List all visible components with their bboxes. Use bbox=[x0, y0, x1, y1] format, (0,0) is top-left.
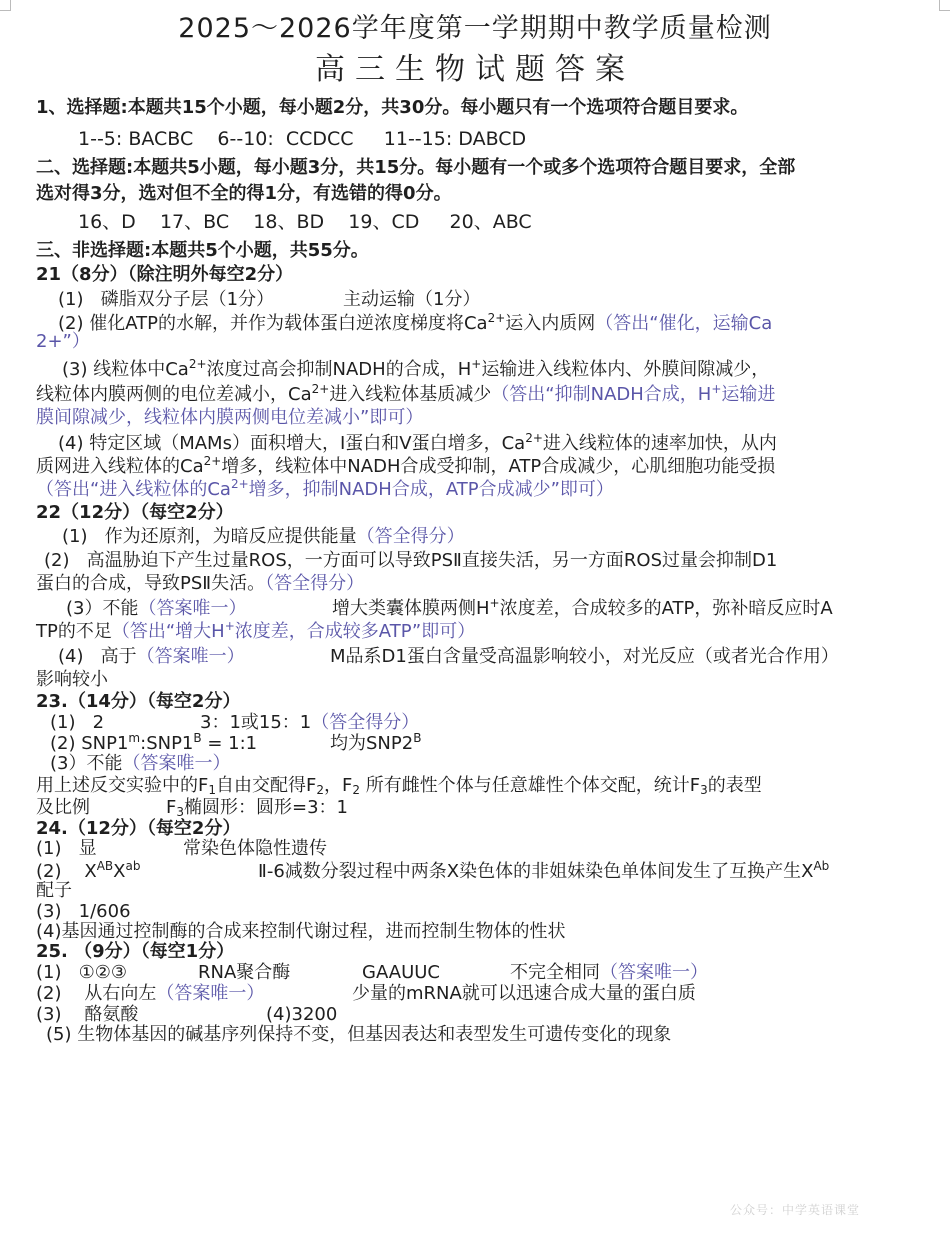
q25-part5-answer: (5) 生物体基因的碱基序列保持不变，但基因表达和表型发生可遗传变化的现象 bbox=[46, 1024, 672, 1045]
section2-answers: 16、D 17、BC 18、BD 19、CD 20、ABC bbox=[78, 211, 532, 233]
q25-part2-answer-b: 少量的mRNA就可以迅速合成大量的蛋白质 bbox=[352, 983, 696, 1004]
grading-note: （答案唯一） bbox=[122, 753, 231, 774]
grading-note: （答出“进入线粒体的$Ca^{2+}$增多，抑制NADH合成，ATP合成减少”即可） bbox=[36, 477, 614, 500]
grading-note: （答出“增大H+浓度差，合成较多ATP”即可） bbox=[111, 619, 476, 642]
grading-note: （答出“抑制NADH合成，H+运输进 bbox=[491, 382, 776, 405]
section3-heading: 三、非选择题:本题共5个小题，共55分。 bbox=[36, 240, 369, 261]
grading-note: 膜间隙减少，线粒体内膜两侧电位差减小”即可） bbox=[36, 407, 424, 428]
q22-part4-answer-b: M品系D1蛋白含量受高温影响较小，对光反应（或者光合作用） bbox=[330, 646, 839, 667]
q24-part2-answer-b: Ⅱ-6减数分裂过程中两条X染色体的非姐妹染色单体间发生了互换产生$X^{Ab}$ bbox=[258, 859, 830, 882]
q23-part3-answer-cont2: 及比例 bbox=[36, 797, 90, 818]
watermark: 公众号：中学英语课堂 bbox=[730, 1203, 861, 1217]
q24-part1-answer: (1) 显 bbox=[36, 838, 97, 859]
grading-note: （答案唯一） bbox=[600, 962, 708, 983]
q21-part4-answer-cont: 质网进入线粒体的$Ca^{2+}$增多，线粒体中NADH合成受抑制，ATP合成减少，心肌细胞功能受损 bbox=[36, 454, 776, 477]
section1-answers: 1--5: BACBC 6--10: CCDCC 11--15: DABCD bbox=[78, 128, 527, 150]
q23-part3-answer-ratio: $F_3$椭圆形：圆形=3：1 bbox=[166, 797, 348, 819]
grading-note: （答全得分） bbox=[311, 712, 420, 733]
q25-part1-answer-b: RNA聚合酶 bbox=[198, 962, 291, 983]
q22-part4-answer: (4) 高于（答案唯一） bbox=[58, 646, 245, 667]
q25-part4-answer: (4)3200 bbox=[266, 1004, 338, 1025]
grading-note: （答全得分） bbox=[265, 573, 365, 594]
grading-note: （答全得分） bbox=[356, 526, 465, 547]
q22-part1-answer: (1) 作为还原剂，为暗反应提供能量（答全得分） bbox=[62, 526, 465, 547]
q24-part2-answer: (2) $X^{AB}X^{ab}$ bbox=[36, 859, 141, 882]
q25-part2-answer: (2) 从右向左（答案唯一） bbox=[36, 983, 265, 1004]
q21-part2-answer: (2) 催化ATP的水解，并作为载体蛋白逆浓度梯度将$Ca^{2+}$运入内质网（答出“催化，运输Ca bbox=[58, 311, 773, 334]
q22-part3-answer: (3）不能（答案唯一） bbox=[66, 598, 247, 619]
q25-part1-answer: (1) ①②③ bbox=[36, 962, 128, 983]
q21-part3-answer: (3) 线粒体中$Ca^{2+}$浓度过高会抑制NADH的合成，H+运输进入线粒体内、外膜间隙减少， bbox=[62, 357, 770, 380]
q21-part3-answer-cont: 线粒体内膜两侧的电位差减小，$Ca^{2+}$进入线粒体基质减少（答出“抑制NADH合成，H+运输进 bbox=[36, 382, 776, 405]
q23-part2-answer: (2) $SNP1^m:SNP1^B$ = 1:1 bbox=[50, 731, 258, 754]
section2-heading: 二、选择题:本题共5小题，每小题3分，共15分。每小题有一个或多个选项符合题目要求，全部 bbox=[36, 157, 796, 178]
q21-part1-answer-b: 主动运输（1分） bbox=[343, 289, 481, 310]
grading-note: （答案唯一） bbox=[138, 598, 247, 619]
section2-heading-cont: 选对得3分，选对但不全的得1分，有选错的得0分。 bbox=[36, 183, 452, 204]
q21-heading: 21（8分）（除注明外每空2分） bbox=[36, 264, 294, 285]
q22-part2-answer: (2) 高温胁迫下产生过量ROS，一方面可以导致PSⅡ直接失活，另一方面ROS过量会抑制D1 bbox=[44, 550, 778, 571]
q23-part1-answer: (1) 2 bbox=[50, 712, 105, 733]
q21-part1-answer: (1) 磷脂双分子层（1分） bbox=[58, 289, 275, 310]
q22-part4-answer-cont: 影响较小 bbox=[36, 669, 108, 690]
grading-note: （答出“催化，运输Ca bbox=[595, 313, 773, 334]
section1-heading: 1、选择题:本题共15个小题，每小题2分，共30分。每小题只有一个选项符合题目要求。 bbox=[36, 97, 749, 118]
q24-part2-answer-cont: 配子 bbox=[36, 880, 72, 901]
q23-heading: 23.（14分）（每空2分） bbox=[36, 691, 241, 712]
grading-note: （答案唯一） bbox=[136, 646, 245, 667]
q22-part3-answer-cont: TP的不足（答出“增大H+浓度差，合成较多ATP”即可） bbox=[36, 619, 476, 642]
q25-part1-answer-d: 不完全相同（答案唯一） bbox=[510, 962, 708, 983]
q22-part3-answer-b: 增大类囊体膜两侧H+浓度差，合成较多的ATP，弥补暗反应时A bbox=[332, 596, 833, 619]
grading-note: 2+”） bbox=[36, 331, 90, 352]
q24-heading: 24.（12分）（每空2分） bbox=[36, 818, 241, 839]
q24-part1-answer-b: 常染色体隐性遗传 bbox=[183, 838, 327, 859]
q25-part3-answer: (3) 酪氨酸 bbox=[36, 1004, 139, 1025]
q23-part2-answer-b: 均为$SNP2^B$ bbox=[330, 731, 422, 754]
q22-part2-answer-cont: 蛋白的合成，导致PSⅡ失活。（答全得分） bbox=[36, 573, 365, 594]
q25-heading: 25. （9分）（每空1分） bbox=[36, 941, 235, 962]
q23-part1-answer-b: 3：1或15：1（答全得分） bbox=[200, 712, 420, 733]
page-subtitle: 高三生物试题答案 bbox=[315, 52, 635, 87]
q23-part3-answer-cont: 用上述反交实验中的$F_1$自由交配得$F_2$，$F_2$ 所有雌性个体与任意雄性个体交配，统计$F_3$的表型 bbox=[36, 775, 762, 797]
grading-note: （答案唯一） bbox=[156, 983, 265, 1004]
q23-part3-answer: (3）不能（答案唯一） bbox=[50, 753, 231, 774]
q24-part3-answer: (3) 1/606 bbox=[36, 901, 131, 922]
q21-part4-answer: (4) 特定区域（MAMs）面积增大，I蛋白和V蛋白增多，$Ca^{2+}$进入线粒体的速率加快，从内 bbox=[58, 431, 777, 454]
q22-heading: 22（12分）（每空2分） bbox=[36, 502, 234, 523]
q24-part4-answer: (4)基因通过控制酶的合成来控制代谢过程，进而控制生物体的性状 bbox=[36, 921, 566, 942]
page-title: 2025～2026学年度第一学期期中教学质量检测 bbox=[178, 13, 772, 44]
q25-part1-answer-c: GAAUUC bbox=[362, 962, 440, 983]
